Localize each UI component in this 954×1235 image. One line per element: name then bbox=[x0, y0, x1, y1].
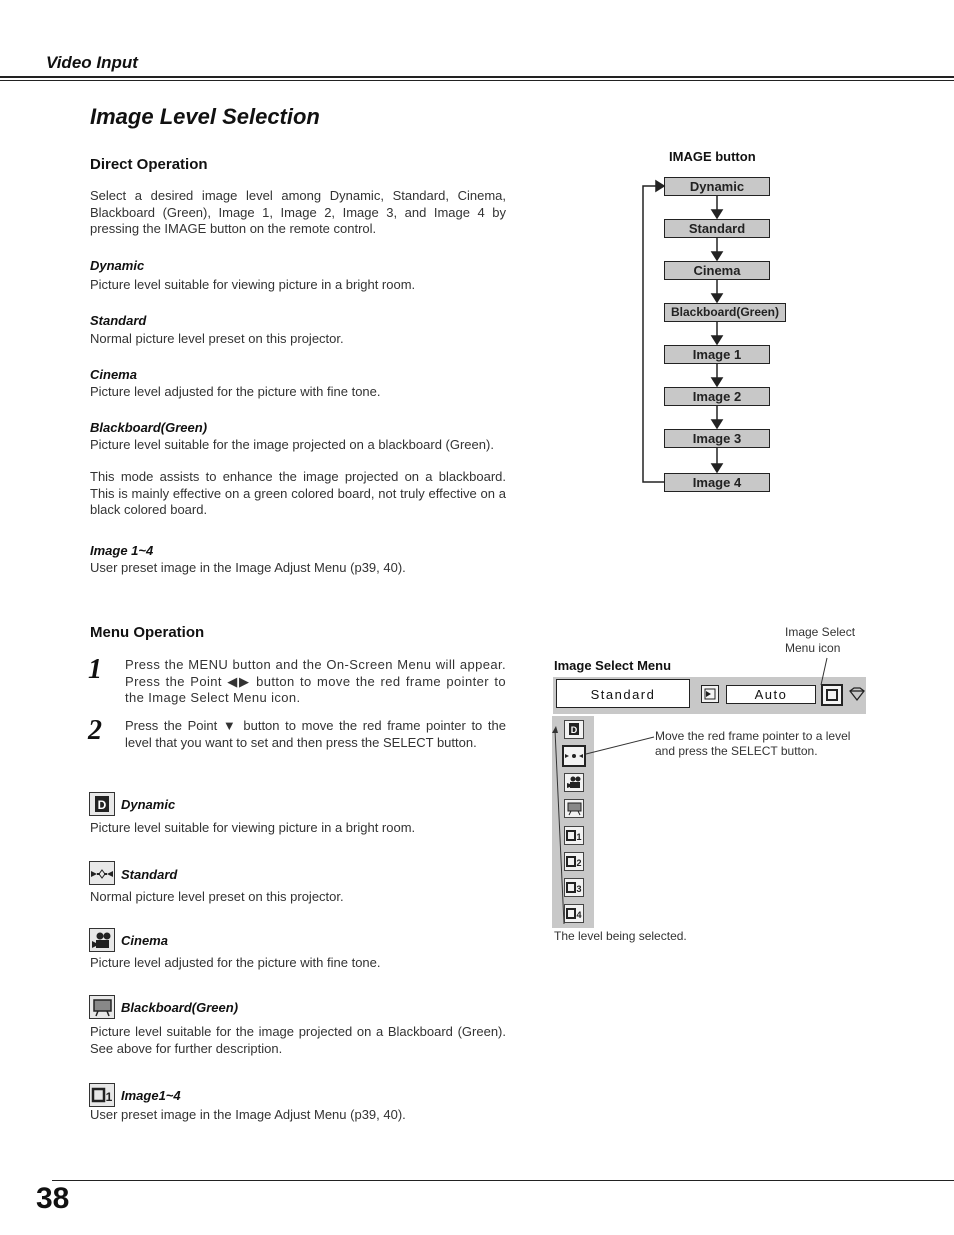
osd-auto-value: Auto bbox=[726, 685, 816, 704]
image-icon bbox=[89, 1083, 115, 1107]
direct-operation-heading: Direct Operation bbox=[90, 156, 208, 173]
direct-item-cinema-desc: Picture level adjusted for the picture with fine tone. bbox=[90, 384, 381, 399]
direct-item-blackboard-desc2: This mode assists to enhance the image projected on a blackboard. This is mainly effective on a green colored board, not truly effective on a black colored board. bbox=[90, 469, 506, 517]
page-number: 38 bbox=[36, 1182, 70, 1215]
svg-text:D: D bbox=[570, 725, 578, 735]
menu-item-image-title: Image1~4 bbox=[121, 1088, 181, 1103]
icon-callout-leader bbox=[816, 656, 832, 688]
page-title: Image Level Selection bbox=[90, 104, 320, 129]
menu-item-blackboard-desc: Picture level suitable for the image projected on a Blackboard (Green). See above for further description. bbox=[90, 1024, 506, 1056]
direct-item-dynamic-title: Dynamic bbox=[90, 258, 145, 273]
selected-level-caption: The level being selected. bbox=[554, 929, 687, 943]
level-chip-image3: Image 3 bbox=[664, 429, 770, 448]
level-chip-blackboard-label: Blackboard bbox=[670, 305, 737, 319]
level-chip-image4: Image 4 bbox=[664, 473, 770, 492]
level-chip-standard: Standard bbox=[664, 219, 770, 238]
menu-item-cinema-desc: Picture level adjusted for the picture with fine tone. bbox=[90, 955, 381, 970]
blackboard-icon bbox=[89, 995, 115, 1019]
diamond-icon[interactable] bbox=[848, 685, 866, 705]
menu-item-standard-desc: Normal picture level preset on this projector. bbox=[90, 889, 344, 904]
direct-item-image-desc: User preset image in the Image Adjust Menu (p39, 40). bbox=[90, 560, 406, 575]
dynamic-icon bbox=[89, 792, 115, 816]
direct-item-image-title: Image 1~4 bbox=[90, 543, 154, 558]
osd-label: Image Select Menu bbox=[554, 658, 672, 673]
svg-text:4: 4 bbox=[576, 910, 582, 920]
svg-text:3: 3 bbox=[576, 884, 582, 894]
level-chip-image2: Image 2 bbox=[664, 387, 770, 406]
header-rule-thin bbox=[0, 80, 954, 81]
pointer-callout-line2: and press the SELECT button. bbox=[655, 744, 818, 758]
svg-text:2: 2 bbox=[576, 858, 582, 868]
direct-item-standard-desc: Normal picture level preset on this projector. bbox=[90, 331, 344, 346]
direct-item-dynamic-desc: Picture level suitable for viewing picture in a bright room. bbox=[90, 277, 416, 292]
level-chip-blackboard-suffix: (Green) bbox=[736, 305, 780, 319]
input-icon[interactable] bbox=[701, 685, 719, 703]
direct-intro: Select a desired image level among Dynamic, Standard, Cinema, Blackboard (Green), Image 1, Image 2, Image 3, and Image 4 by pressing the IMAGE button on the remote control. bbox=[90, 188, 506, 236]
level-chip-image1: Image 1 bbox=[664, 345, 770, 364]
section-header: Video Input bbox=[46, 53, 138, 72]
menu-item-dynamic-desc: Picture level suitable for viewing picture in a bright room. bbox=[90, 820, 416, 835]
direct-item-cinema-title: Cinema bbox=[90, 367, 137, 382]
menu-item-dynamic-title: Dynamic bbox=[121, 797, 176, 812]
menu-operation-heading: Menu Operation bbox=[90, 624, 205, 641]
pointer-callout-leaders bbox=[550, 724, 660, 934]
step-2-text: Press the Point ▼ button to move the red frame pointer to the level that you want to set and then press the SELECT button. bbox=[125, 718, 506, 750]
step-1-text: Press the MENU button and the On-Screen Menu will appear. Press the Point ◀▶ button to move the red frame pointer to the Image Select Menu icon. bbox=[125, 657, 506, 705]
pointer-callout-line1: Move the red frame pointer to a level bbox=[655, 729, 851, 743]
level-chip-cinema: Cinema bbox=[664, 261, 770, 280]
direct-item-blackboard-desc: Picture level suitable for the image projected on a blackboard (Green). bbox=[90, 437, 494, 452]
direct-item-standard-title: Standard bbox=[90, 313, 147, 328]
svg-text:D: D bbox=[97, 798, 107, 812]
menu-item-image-desc: User preset image in the Image Adjust Menu (p39, 40). bbox=[90, 1107, 406, 1122]
level-chip-dynamic: Dynamic bbox=[664, 177, 770, 196]
header-rule bbox=[0, 76, 954, 78]
image-button-caption: IMAGE button bbox=[669, 149, 756, 164]
menu-item-blackboard-title: Blackboard(Green) bbox=[121, 1000, 239, 1015]
standard-icon bbox=[89, 861, 115, 885]
footer-rule bbox=[52, 1180, 954, 1181]
icon-callout-line2: Menu icon bbox=[785, 641, 841, 655]
direct-item-blackboard-title: Blackboard(Green) bbox=[90, 420, 208, 435]
osd-current-value: Standard bbox=[556, 679, 690, 708]
step-2-number: 2 bbox=[88, 715, 102, 746]
level-cycle-arrows bbox=[630, 175, 790, 495]
svg-text:1: 1 bbox=[576, 832, 582, 842]
icon-callout-line1: Image Select bbox=[785, 625, 856, 639]
menu-item-cinema-title: Cinema bbox=[121, 933, 168, 948]
cinema-icon bbox=[89, 928, 115, 952]
menu-item-standard-title: Standard bbox=[121, 867, 178, 882]
svg-text:1: 1 bbox=[105, 1090, 113, 1104]
step-1-number: 1 bbox=[88, 654, 102, 685]
